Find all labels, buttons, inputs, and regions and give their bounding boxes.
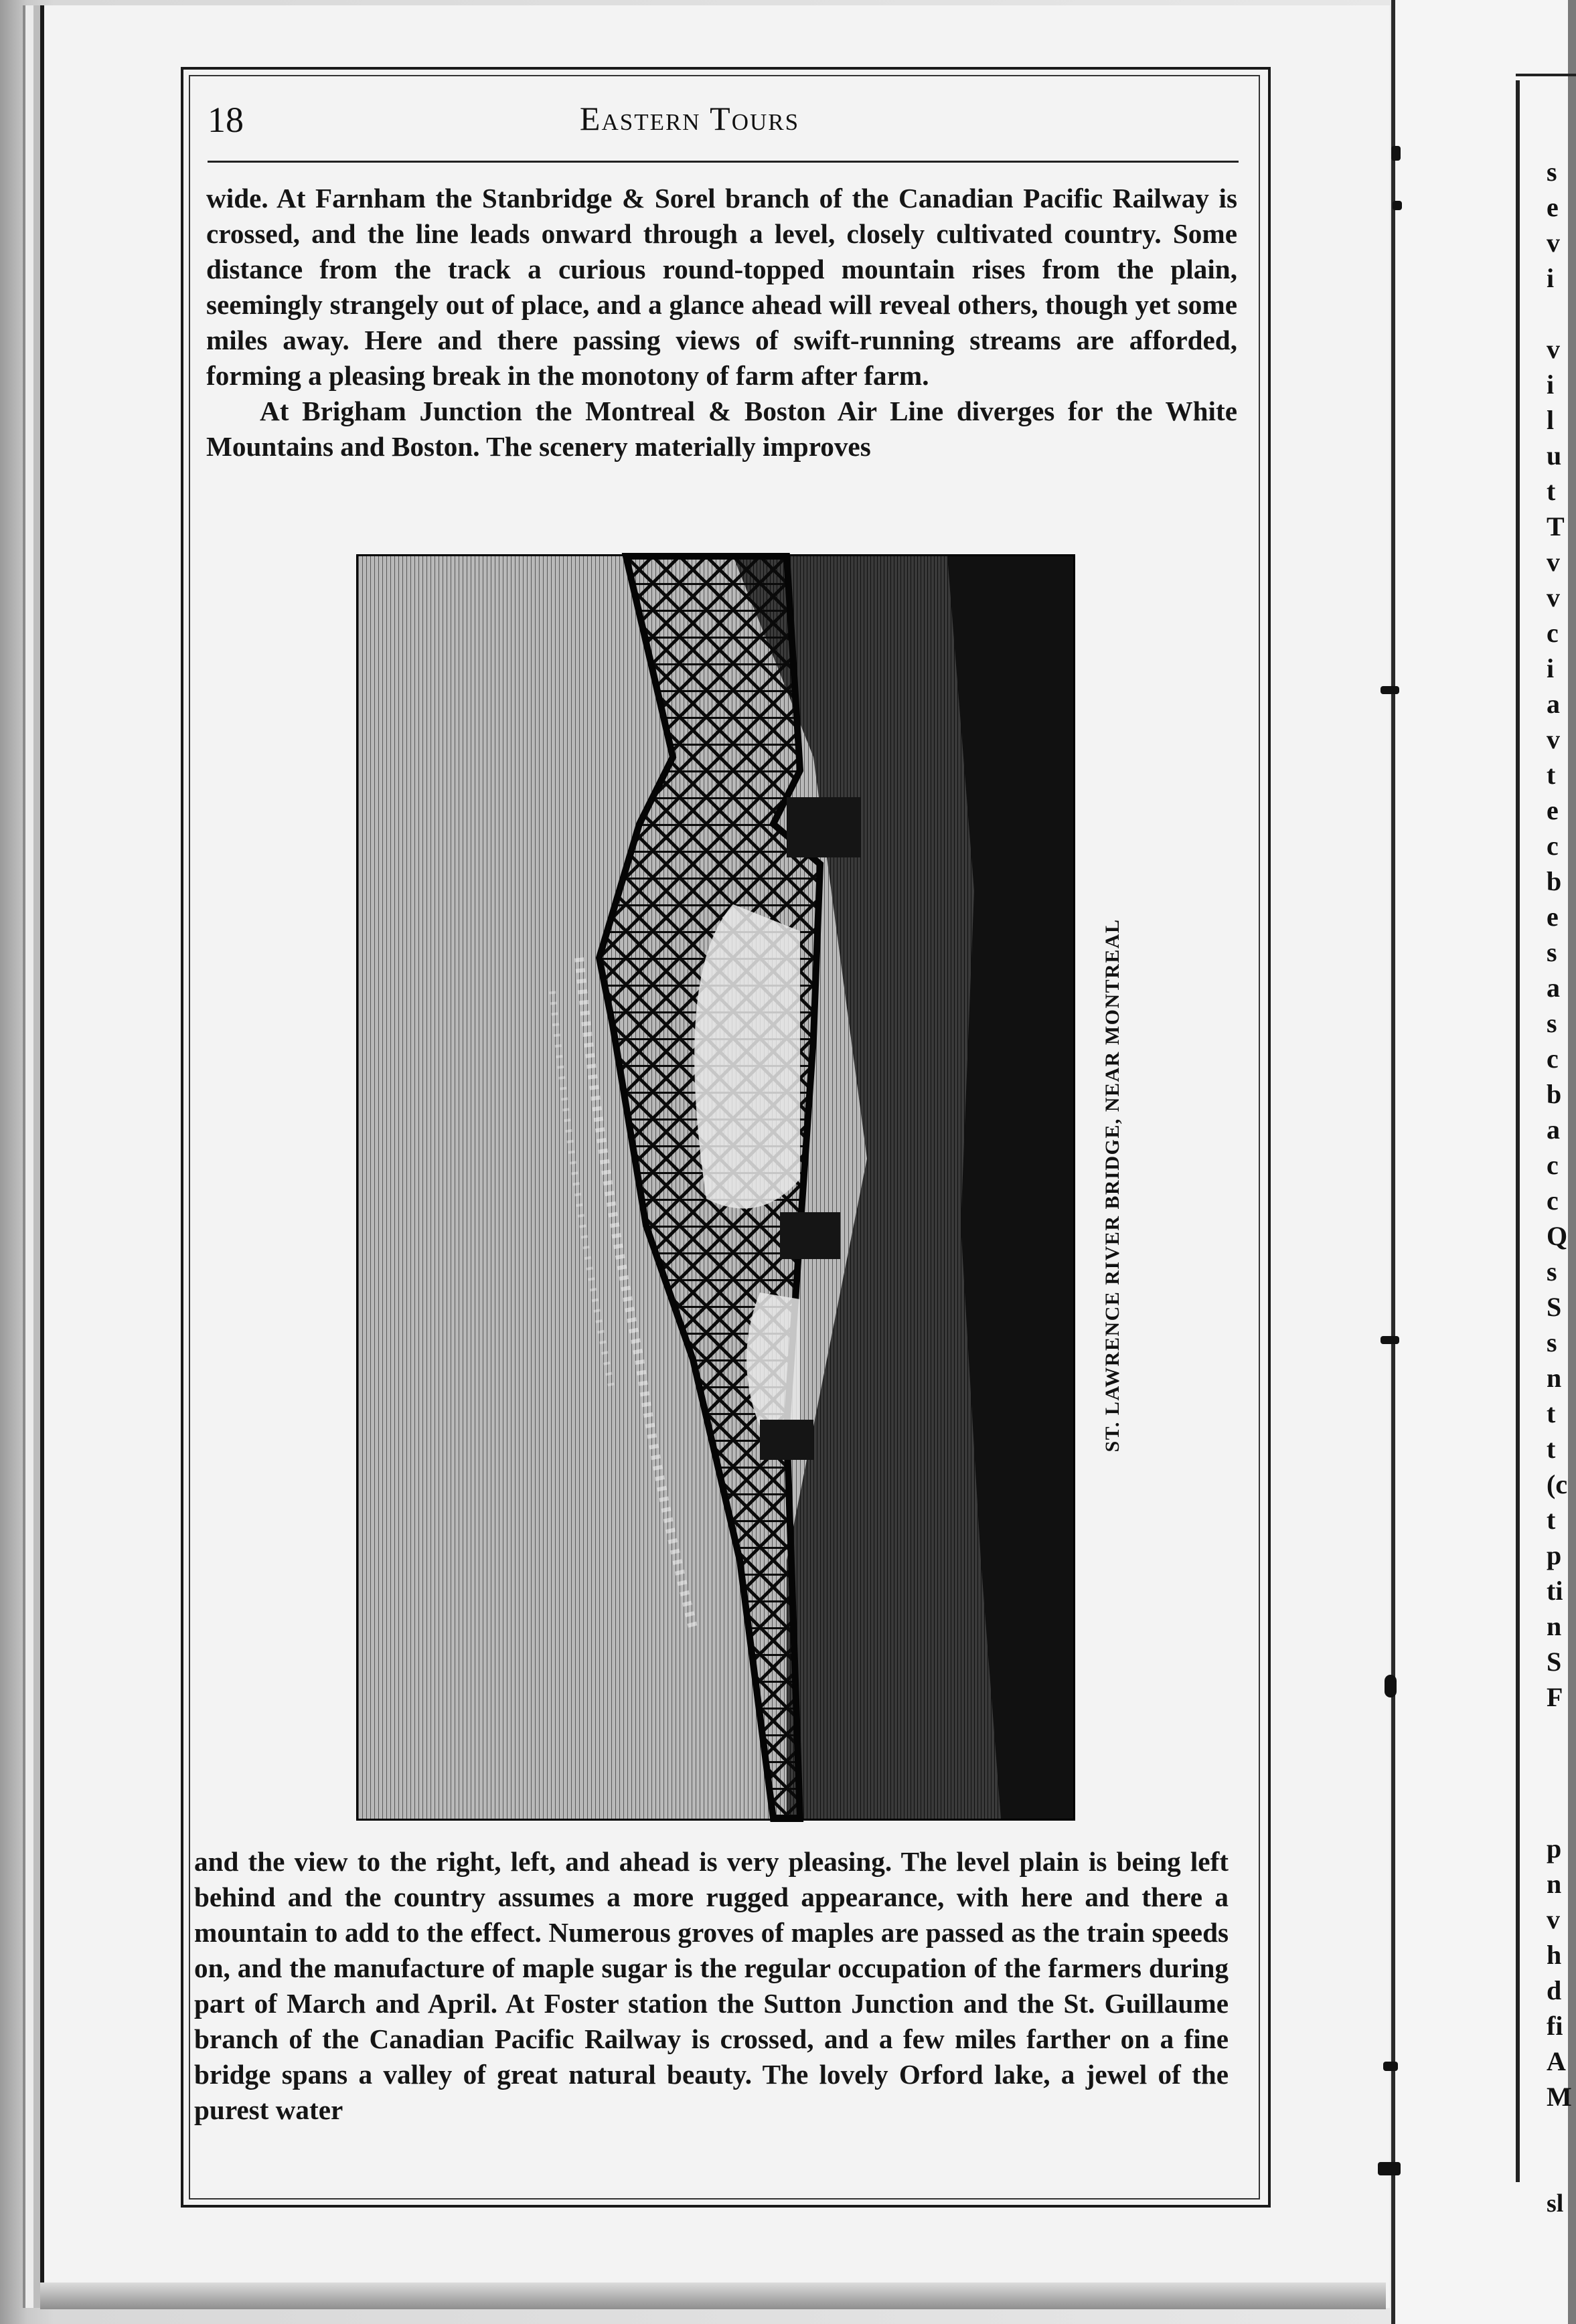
facing-page-fragment: Q bbox=[1547, 1221, 1568, 1251]
header-rule bbox=[208, 161, 1239, 163]
facing-page-fragment: s bbox=[1547, 1008, 1557, 1038]
facing-page-fragment: i bbox=[1547, 263, 1555, 293]
facing-page-fragment: s bbox=[1547, 937, 1557, 967]
facing-page-fragment: c bbox=[1547, 1044, 1559, 1074]
facing-page-fragment: a bbox=[1547, 973, 1560, 1003]
facing-page-fragment: (c bbox=[1547, 1469, 1568, 1499]
facing-page-lower-fragments bbox=[1547, 1831, 1573, 2114]
binding-mark bbox=[1381, 686, 1399, 694]
facing-page-fragment: T bbox=[1547, 511, 1565, 542]
facing-page-fragment: c bbox=[1547, 831, 1559, 861]
facing-page-fragment: t bbox=[1547, 760, 1556, 790]
bridge-engraving bbox=[356, 554, 1075, 1821]
facing-page-fragment: fi bbox=[1547, 2011, 1563, 2041]
facing-page-fragment: i bbox=[1547, 653, 1555, 683]
illustration-caption-area bbox=[1086, 554, 1139, 1817]
paragraph-view-ahead: and the view to the right, left, and ahead is very pleasing. The level plain is being left behind and the country assumes a more rugged appearance, with here and there a mountain to add to the effect. Numerous groves of maples are passed as the train speeds on, and the manufacture of maple sugar is the regular occupation of the farmers during part of March and April. At Foster station the Sutton Junction and the St. Guillaume branch of the Canadian Pacific Railway is crossed, and a few miles farther on a fine bridge spans a valley of great natural beauty. The lovely Orford lake, a jewel of the purest water bbox=[194, 1846, 1229, 2125]
facing-page-fragment: u bbox=[1547, 440, 1562, 471]
running-title: Eastern Tours bbox=[579, 100, 800, 137]
binding-mark bbox=[1385, 1675, 1397, 1697]
binding-mark bbox=[1391, 146, 1401, 161]
facing-page-fragment: n bbox=[1547, 1363, 1562, 1393]
facing-page-fragment: e bbox=[1547, 902, 1559, 932]
illustration-caption: ST. LAWRENCE RIVER BRIDGE, NEAR MONTREAL bbox=[1101, 918, 1123, 1452]
facing-page-fragment: b bbox=[1547, 866, 1562, 896]
paragraph-brigham-junction: At Brigham Junction the Montreal & Boston Air Line diverges for the White Mountains and Boston. The scenery materially improves bbox=[206, 396, 1237, 462]
facing-page-fragment: a bbox=[1547, 1114, 1560, 1145]
facing-page-fragment: M bbox=[1547, 2082, 1572, 2112]
paragraph-farnham: wide. At Farnham the Stanbridge & Sorel branch of the Canadian Pacific Railway is crossed, and the line leads onward through a level, closely cultivated country. Some distance from the track a curious round-topped mountain rises from the plain, seemingly strangely out of place, and a glance ahead will reveal others, though yet some miles away. Here and there passing views of swift-running streams are afforded, forming a pleasing break in the monotony of farm after farm. bbox=[206, 183, 1237, 391]
facing-page-upper-fragments bbox=[1547, 154, 1573, 1715]
facing-page-fragment: c bbox=[1547, 1185, 1559, 1216]
facing-page-fragment: e bbox=[1547, 192, 1559, 222]
facing-page-fragment: n bbox=[1547, 1869, 1562, 1899]
facing-page-fragment: b bbox=[1547, 1079, 1562, 1109]
facing-page-fragment: n bbox=[1547, 1611, 1562, 1641]
facing-page-fragment: v bbox=[1547, 1904, 1560, 1934]
facing-page-fragment: t bbox=[1547, 1434, 1556, 1464]
facing-page-fragment bbox=[1547, 296, 1573, 331]
bridge-engraving-drawing bbox=[358, 556, 1073, 1819]
facing-page-fragment: s bbox=[1547, 1256, 1557, 1286]
binding-mark bbox=[1393, 201, 1402, 210]
page-header bbox=[208, 94, 1232, 147]
facing-page-fragment: l bbox=[1547, 405, 1555, 435]
facing-page-fragment: s bbox=[1547, 157, 1557, 187]
facing-page-fragment: c bbox=[1547, 1150, 1559, 1180]
facing-page-fragment: d bbox=[1547, 1975, 1562, 2005]
facing-page-edge bbox=[1391, 0, 1572, 2324]
binding-mark bbox=[1378, 2162, 1401, 2175]
facing-page-border bbox=[1516, 80, 1520, 2182]
facing-page-fragment: h bbox=[1547, 1940, 1562, 1970]
facing-page-fragment: F bbox=[1547, 1682, 1563, 1712]
facing-page-fragment: ti bbox=[1547, 1576, 1563, 1606]
facing-page-fragment: c bbox=[1547, 618, 1559, 648]
binding-mark bbox=[1381, 1336, 1399, 1344]
page-bottom-edge bbox=[40, 2282, 1386, 2309]
body-text-top bbox=[206, 181, 1237, 465]
body-text-bottom bbox=[194, 1844, 1229, 2128]
facing-page-fragment: v bbox=[1547, 547, 1560, 577]
binding-mark bbox=[1383, 2062, 1398, 2071]
facing-page-fragment: a bbox=[1547, 689, 1560, 719]
facing-page-fragment: e bbox=[1547, 795, 1559, 825]
facing-page-fragment: v bbox=[1547, 334, 1560, 364]
facing-page-fragment: s bbox=[1547, 1327, 1557, 1357]
facing-page-fragment: t bbox=[1547, 476, 1556, 506]
facing-page-last-fragment: sl bbox=[1547, 2189, 1564, 2218]
facing-page-rule bbox=[1516, 74, 1576, 76]
facing-page-fragment: S bbox=[1547, 1292, 1562, 1322]
facing-page-fragment: S bbox=[1547, 1647, 1562, 1677]
facing-page-fragment: v bbox=[1547, 582, 1560, 612]
facing-page-fragment: v bbox=[1547, 724, 1560, 754]
facing-page-fragment: v bbox=[1547, 228, 1560, 258]
facing-page-fragment: A bbox=[1547, 2046, 1566, 2076]
facing-page-fragment: t bbox=[1547, 1398, 1556, 1428]
facing-page-fragment: p bbox=[1547, 1833, 1562, 1863]
facing-page-fragment: t bbox=[1547, 1505, 1556, 1535]
facing-page-fragment: p bbox=[1547, 1540, 1562, 1570]
page-number: 18 bbox=[208, 100, 244, 140]
facing-page-fragment: i bbox=[1547, 369, 1555, 400]
